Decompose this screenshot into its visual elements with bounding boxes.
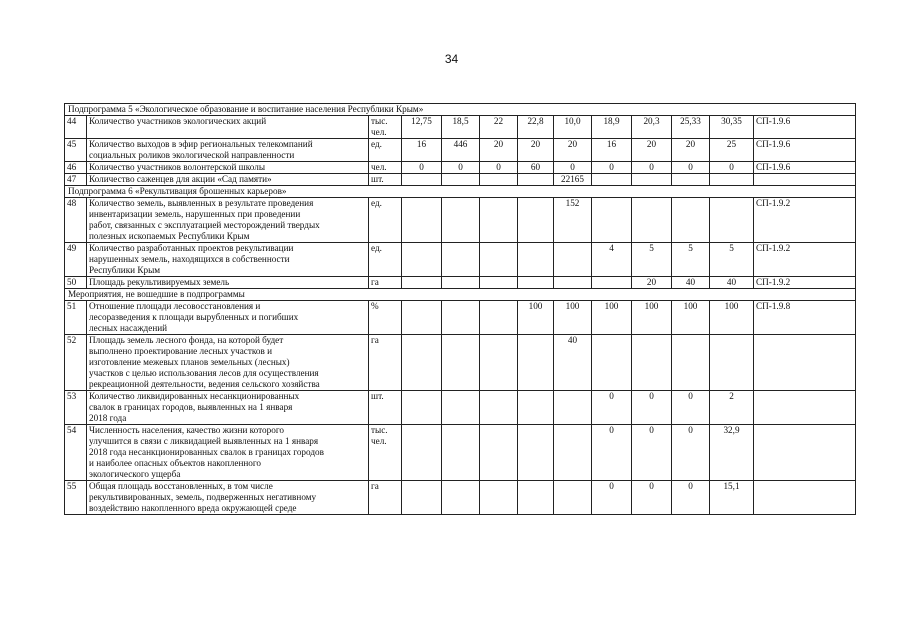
value-cell	[672, 335, 710, 391]
table-row	[65, 174, 856, 186]
value-cell: 0	[592, 425, 632, 481]
value-cell	[554, 391, 592, 425]
indicator-name	[87, 198, 369, 243]
value-cell: 0	[672, 481, 710, 515]
indicator-name-line: выполнено проектирование лесных участков и	[89, 346, 273, 356]
row-number: 48	[65, 198, 87, 243]
indicator-name-line: работ, связанных с эксплуатацией месторождений твердых	[89, 220, 320, 230]
indicator-name-line: рекультивированных, земель, подверженных негативному	[89, 492, 317, 502]
value-cell: 22,8	[518, 116, 554, 139]
value-cell: 100	[672, 301, 710, 335]
value-cell	[480, 335, 518, 391]
row-number: 50	[65, 277, 87, 289]
program-code: СП-1.9.2	[754, 243, 856, 277]
program-code	[754, 481, 856, 515]
table-row	[65, 391, 856, 425]
indicator-name-line: Количество разработанных проектов рекультивации	[89, 243, 294, 253]
section-title: Подпрограмма 5 «Экологическое образование и воспитание населения Республики Крым»	[65, 104, 856, 116]
indicator-name-line: социальных роликов экологической направленности	[89, 150, 295, 160]
value-cell: 22	[480, 116, 518, 139]
value-cell: 40	[710, 277, 754, 289]
unit-cell: тыс. чел.	[369, 116, 402, 139]
program-code	[754, 335, 856, 391]
indicator-name-line: свалок в границах городов, выявленных на 1 января	[89, 402, 293, 412]
value-cell	[672, 198, 710, 243]
row-number: 52	[65, 335, 87, 391]
value-cell	[402, 391, 442, 425]
indicator-name-line: рекреационной деятельности, ведения сельского хозяйства	[89, 379, 320, 389]
unit-cell: %	[369, 301, 402, 335]
value-cell: 0	[592, 481, 632, 515]
row-number: 55	[65, 481, 87, 515]
value-cell: 0	[672, 391, 710, 425]
indicator-name-line: и наиболее опасных объектов накопленного	[89, 458, 262, 468]
value-cell	[480, 425, 518, 481]
indicator-name-line: участков с целью использования лесов для осуществления	[89, 368, 319, 378]
indicator-name-line: Численность населения, качество жизни которого	[89, 425, 284, 435]
value-cell	[518, 481, 554, 515]
value-cell	[518, 335, 554, 391]
value-cell: 0	[632, 425, 672, 481]
value-cell	[480, 174, 518, 186]
value-cell	[402, 277, 442, 289]
value-cell	[402, 174, 442, 186]
value-cell: 20	[672, 139, 710, 162]
value-cell: 20	[480, 139, 518, 162]
unit-cell: тыс. чел.	[369, 425, 402, 481]
value-cell	[592, 277, 632, 289]
section-header-row	[65, 289, 856, 301]
row-number: 51	[65, 301, 87, 335]
value-cell: 20	[554, 139, 592, 162]
value-cell	[592, 335, 632, 391]
value-cell: 0	[632, 162, 672, 174]
value-cell	[710, 335, 754, 391]
indicators-table	[64, 103, 856, 515]
value-cell: 15,1	[710, 481, 754, 515]
value-cell: 60	[518, 162, 554, 174]
row-number: 45	[65, 139, 87, 162]
unit-cell: ед.	[369, 243, 402, 277]
value-cell: 16	[592, 139, 632, 162]
value-cell: 0	[632, 481, 672, 515]
value-cell: 20	[632, 277, 672, 289]
value-cell	[518, 198, 554, 243]
value-cell	[402, 481, 442, 515]
value-cell: 446	[442, 139, 480, 162]
value-cell	[672, 174, 710, 186]
indicator-name-line: Отношение площади лесовосстановления и	[89, 301, 261, 311]
value-cell	[710, 174, 754, 186]
program-code	[754, 391, 856, 425]
value-cell: 22165	[554, 174, 592, 186]
value-cell	[442, 481, 480, 515]
table-row	[65, 162, 856, 174]
value-cell	[442, 425, 480, 481]
section-header-row	[65, 104, 856, 116]
row-number: 47	[65, 174, 87, 186]
unit-cell: шт.	[369, 391, 402, 425]
value-cell	[480, 243, 518, 277]
unit-cell: га	[369, 277, 402, 289]
value-cell: 0	[672, 425, 710, 481]
value-cell: 0	[592, 162, 632, 174]
program-code: СП-1.9.2	[754, 198, 856, 243]
indicator-name-line: 2018 года	[89, 413, 127, 423]
value-cell: 32,9	[710, 425, 754, 481]
value-cell	[402, 198, 442, 243]
indicator-name	[87, 481, 369, 515]
table-row	[65, 243, 856, 277]
value-cell	[442, 198, 480, 243]
indicator-name-line: Площадь земель лесного фонда, на которой будет	[89, 335, 284, 345]
indicator-name-line: Количество выходов в эфир региональных телекомпаний	[89, 139, 313, 149]
row-number: 49	[65, 243, 87, 277]
value-cell: 0	[592, 391, 632, 425]
value-cell: 100	[710, 301, 754, 335]
indicator-name-line: Общая площадь восстановленных, в том числе	[89, 481, 273, 491]
value-cell	[402, 425, 442, 481]
indicator-name	[87, 162, 369, 174]
value-cell: 0	[442, 162, 480, 174]
indicator-name-line: лесных насаждений	[89, 323, 168, 333]
value-cell: 18,5	[442, 116, 480, 139]
row-number: 46	[65, 162, 87, 174]
value-cell: 25	[710, 139, 754, 162]
indicator-name-line: Республики Крым	[89, 265, 161, 275]
value-cell	[632, 335, 672, 391]
program-code	[754, 425, 856, 481]
value-cell: 100	[518, 301, 554, 335]
value-cell	[518, 425, 554, 481]
program-code	[754, 174, 856, 186]
program-code: СП-1.9.6	[754, 116, 856, 139]
value-cell: 25,33	[672, 116, 710, 139]
indicator-name-line: Количество участников экологических акций	[89, 116, 267, 126]
value-cell: 0	[480, 162, 518, 174]
value-cell: 0	[672, 162, 710, 174]
table-row	[65, 277, 856, 289]
indicator-name-line: полезных ископаемых Республики Крым	[89, 231, 250, 241]
value-cell	[442, 174, 480, 186]
indicator-name-line: лесоразведения к площади вырубленных и погибших	[89, 312, 299, 322]
indicator-name	[87, 139, 369, 162]
section-header-row	[65, 186, 856, 198]
value-cell	[554, 425, 592, 481]
value-cell: 100	[554, 301, 592, 335]
indicator-name-line: инвентаризации земель, нарушенных при проведении	[89, 209, 301, 219]
value-cell: 5	[632, 243, 672, 277]
value-cell: 10,0	[554, 116, 592, 139]
value-cell: 18,9	[592, 116, 632, 139]
indicator-name-line: Количество участников волонтерской школы	[89, 162, 265, 172]
table-row	[65, 139, 856, 162]
indicator-name-line: Количество земель, выявленных в результате проведения	[89, 198, 314, 208]
indicator-name-line: Площадь рекультивируемых земель	[89, 277, 230, 287]
value-cell	[632, 174, 672, 186]
value-cell: 12,75	[402, 116, 442, 139]
value-cell	[442, 335, 480, 391]
indicator-name-line: экологического ущерба	[89, 469, 181, 479]
value-cell	[442, 243, 480, 277]
program-code: СП-1.9.2	[754, 277, 856, 289]
table-row	[65, 116, 856, 139]
value-cell: 20	[518, 139, 554, 162]
value-cell	[518, 277, 554, 289]
table-row	[65, 198, 856, 243]
indicator-name	[87, 174, 369, 186]
program-code: СП-1.9.6	[754, 139, 856, 162]
value-cell	[480, 277, 518, 289]
value-cell	[402, 335, 442, 391]
value-cell: 100	[592, 301, 632, 335]
indicator-name	[87, 425, 369, 481]
value-cell	[442, 391, 480, 425]
value-cell	[554, 481, 592, 515]
value-cell	[592, 198, 632, 243]
value-cell	[480, 391, 518, 425]
table-row	[65, 335, 856, 391]
indicator-name-line: изготовление межевых планов земельных (лесных)	[89, 357, 290, 367]
value-cell	[480, 198, 518, 243]
unit-cell: ед.	[369, 139, 402, 162]
indicator-name-line: Количество ликвидированных несанкционированных	[89, 391, 300, 401]
value-cell	[442, 277, 480, 289]
row-number: 44	[65, 116, 87, 139]
table-row	[65, 425, 856, 481]
value-cell: 40	[672, 277, 710, 289]
value-cell: 40	[554, 335, 592, 391]
value-cell	[480, 301, 518, 335]
value-cell	[402, 243, 442, 277]
indicator-name-line: воздействию накопленного вреда окружающей среде	[89, 503, 297, 513]
value-cell	[632, 198, 672, 243]
value-cell	[554, 243, 592, 277]
value-cell	[442, 301, 480, 335]
value-cell: 0	[554, 162, 592, 174]
unit-cell: га	[369, 335, 402, 391]
value-cell: 0	[710, 162, 754, 174]
page-number: 34	[444, 52, 459, 66]
value-cell: 16	[402, 139, 442, 162]
row-number: 54	[65, 425, 87, 481]
value-cell: 4	[592, 243, 632, 277]
value-cell: 2	[710, 391, 754, 425]
table-row	[65, 481, 856, 515]
value-cell: 5	[672, 243, 710, 277]
indicator-name	[87, 116, 369, 139]
value-cell	[710, 198, 754, 243]
value-cell: 100	[632, 301, 672, 335]
value-cell: 0	[632, 391, 672, 425]
indicator-name	[87, 277, 369, 289]
value-cell	[554, 277, 592, 289]
unit-cell: шт.	[369, 174, 402, 186]
section-title: Мероприятия, не вошедшие в подпрограммы	[65, 289, 856, 301]
unit-cell: ед.	[369, 198, 402, 243]
program-code: СП-1.9.6	[754, 162, 856, 174]
value-cell: 0	[402, 162, 442, 174]
table-row	[65, 301, 856, 335]
row-number: 53	[65, 391, 87, 425]
value-cell: 5	[710, 243, 754, 277]
unit-cell: га	[369, 481, 402, 515]
value-cell	[518, 391, 554, 425]
value-cell	[592, 174, 632, 186]
value-cell: 152	[554, 198, 592, 243]
value-cell	[518, 243, 554, 277]
unit-cell: чел.	[369, 162, 402, 174]
indicator-name-line: нарушенных земель, находящихся в собственности	[89, 254, 290, 264]
indicator-name-line: Количество саженцев для акции «Сад памяти»	[89, 174, 272, 184]
value-cell: 20,3	[632, 116, 672, 139]
indicator-name-line: улучшится в связи с ликвидацией выявленных на 1 января	[89, 436, 319, 446]
value-cell	[518, 174, 554, 186]
value-cell: 30,35	[710, 116, 754, 139]
program-code: СП-1.9.8	[754, 301, 856, 335]
section-title: Подпрограмма 6 «Рекультивация брошенных карьеров»	[65, 186, 856, 198]
value-cell: 20	[632, 139, 672, 162]
indicator-name	[87, 243, 369, 277]
value-cell	[402, 301, 442, 335]
indicator-name	[87, 335, 369, 391]
indicator-name	[87, 391, 369, 425]
value-cell	[480, 481, 518, 515]
indicator-name	[87, 301, 369, 335]
indicator-name-line: 2018 года несанкционированных свалок в границах городов	[89, 447, 324, 457]
